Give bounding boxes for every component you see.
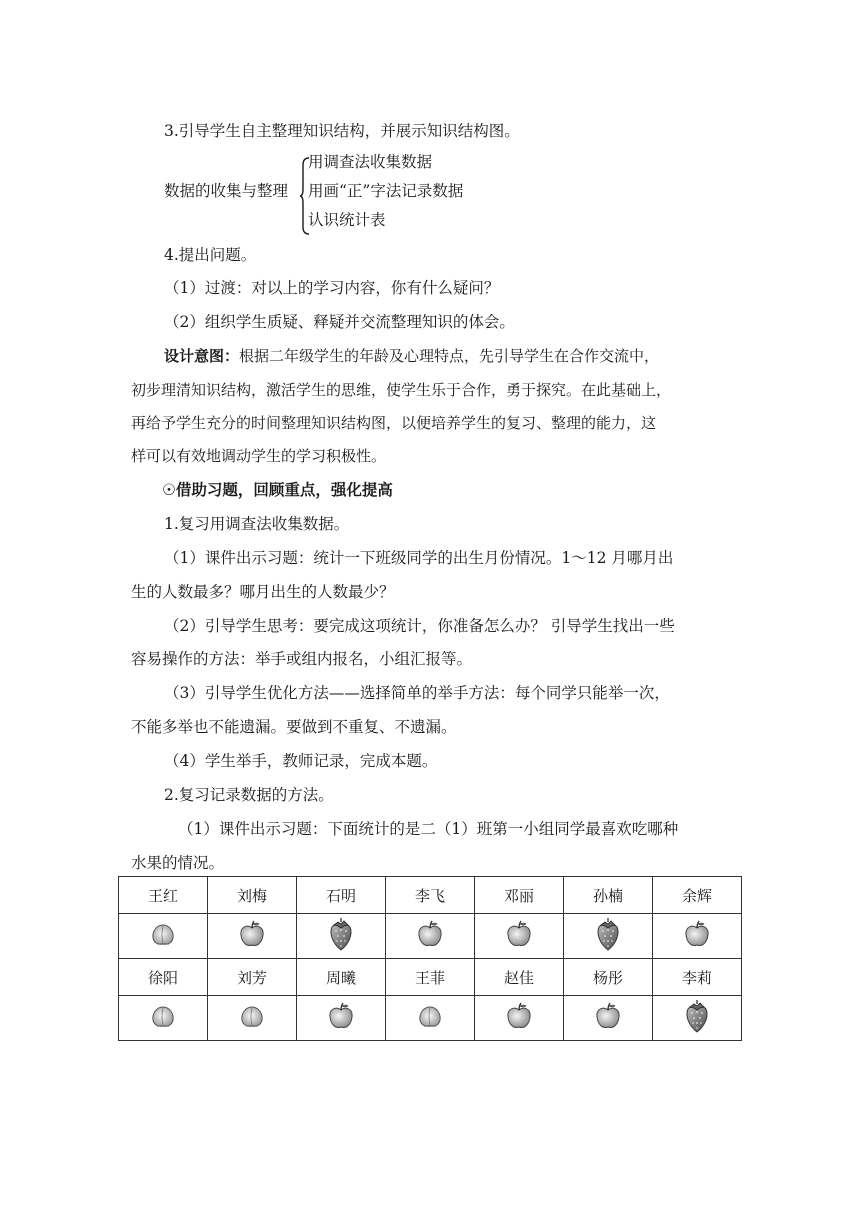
- peach-icon: [237, 1001, 267, 1035]
- review-p3-line2: 不能多举也不能遗漏。要做到不重复、不遗漏。: [131, 718, 457, 736]
- student-name: 石明: [297, 877, 386, 914]
- fruit-cell: [297, 914, 386, 959]
- fruit-cell: [475, 996, 564, 1041]
- student-name: 徐阳: [119, 959, 208, 996]
- apple-icon: [504, 919, 534, 953]
- apple-icon: [326, 1001, 356, 1035]
- table-row-names-1: [119, 877, 742, 914]
- review-p4: （4）学生举手，教师记录，完成本题。: [164, 752, 438, 770]
- student-name: 刘梅: [208, 877, 297, 914]
- design-intent-line-3: 再给予学生充分的时间整理知识结构图，以便培养学生的复习、整理的能力，这: [131, 414, 657, 432]
- student-name: 王菲: [386, 959, 475, 996]
- fruit-cell: [475, 914, 564, 959]
- student-name: 刘芳: [208, 959, 297, 996]
- diagram-branch-1: 用调查法收集数据: [308, 153, 433, 171]
- student-name: 余辉: [653, 877, 742, 914]
- section4-item2: （2）组织学生质疑、释疑并交流整理知识的体会。: [164, 313, 515, 331]
- fruit-cell: [119, 996, 208, 1041]
- fruit-cell: [386, 996, 475, 1041]
- student-name: 王红: [119, 877, 208, 914]
- review-p1-line1: （1）课件出示习题：统计一下班级同学的出生月份情况。1～12 月哪月出: [164, 549, 674, 567]
- review-p5-line2: 水果的情况。: [131, 854, 225, 872]
- student-name: 赵佳: [475, 959, 564, 996]
- section4-heading: 4.提出问题。: [164, 246, 257, 264]
- design-intent-line-1: 设计意图：根据二年级学生的年龄及心理特点，先引导学生在合作交流中，: [164, 347, 660, 365]
- apple-icon: [593, 1001, 623, 1035]
- apple-icon: [504, 1001, 534, 1035]
- apple-icon: [237, 919, 267, 953]
- review-p1-line2: 生的人数最多？哪月出生的人数最少？: [131, 583, 395, 601]
- review-p2-line2: 容易操作的方法：举手或组内报名，小组汇报等。: [131, 650, 473, 668]
- table-row-fruits-1: [119, 914, 742, 959]
- student-name: 李飞: [386, 877, 475, 914]
- review-sub1: 1.复习用调查法收集数据。: [164, 515, 350, 533]
- diagram-branch-3: 认识统计表: [308, 211, 386, 229]
- apple-icon: [415, 919, 445, 953]
- student-name: 邓丽: [475, 877, 564, 914]
- student-name: 杨彤: [564, 959, 653, 996]
- review-heading: ☉借助习题，回顾重点，强化提高: [162, 481, 393, 499]
- student-name: 李莉: [653, 959, 742, 996]
- review-p3-line1: （3）引导学生优化方法——选择简单的举手方法：每个同学只能举一次，: [164, 684, 670, 702]
- fruit-cell: [208, 914, 297, 959]
- review-sub2: 2.复习记录数据的方法。: [164, 786, 334, 804]
- table-row-names-2: [119, 959, 742, 996]
- table-row-fruits-2: [119, 996, 742, 1041]
- peach-icon: [415, 1001, 445, 1035]
- review-p2-line1: （2）引导学生思考：要完成这项统计，你准备怎么办？ 引导学生找出一些: [164, 617, 675, 635]
- strawberry-icon: [326, 916, 356, 956]
- peach-icon: [148, 1001, 178, 1035]
- fruit-cell: [297, 996, 386, 1041]
- fruit-preference-table: [118, 876, 742, 1041]
- fruit-cell: [564, 914, 653, 959]
- fruit-cell: [386, 914, 475, 959]
- fruit-cell: [119, 914, 208, 959]
- fruit-cell: [208, 996, 297, 1041]
- design-intent-label: 设计意图：: [164, 347, 240, 365]
- fruit-cell: [564, 996, 653, 1041]
- section4-item1: （1）过渡：对以上的学习内容，你有什么疑问？: [164, 279, 500, 297]
- student-name: 周曦: [297, 959, 386, 996]
- apple-icon: [682, 919, 712, 953]
- fruit-cell: [653, 996, 742, 1041]
- peach-icon: [148, 919, 178, 953]
- design-intent-line-4: 样可以有效地调动学生的学习积极性。: [131, 447, 387, 465]
- diagram-root: 数据的收集与整理: [164, 182, 289, 200]
- student-name: 孙楠: [564, 877, 653, 914]
- design-intent-line-2: 初步理清知识结构，激活学生的思维，使学生乐于合作，勇于探究。在此基础上，: [131, 381, 672, 399]
- review-p5-line1: （1）课件出示习题：下面统计的是二（1）班第一小组同学最喜欢吃哪种: [178, 820, 679, 838]
- fruit-cell: [653, 914, 742, 959]
- section3-heading: 3.引导学生自主整理知识结构，并展示知识结构图。: [164, 122, 520, 140]
- strawberry-icon: [593, 916, 623, 956]
- strawberry-icon: [682, 998, 712, 1038]
- diagram-branch-2: 用画“正”字法记录数据: [308, 182, 464, 200]
